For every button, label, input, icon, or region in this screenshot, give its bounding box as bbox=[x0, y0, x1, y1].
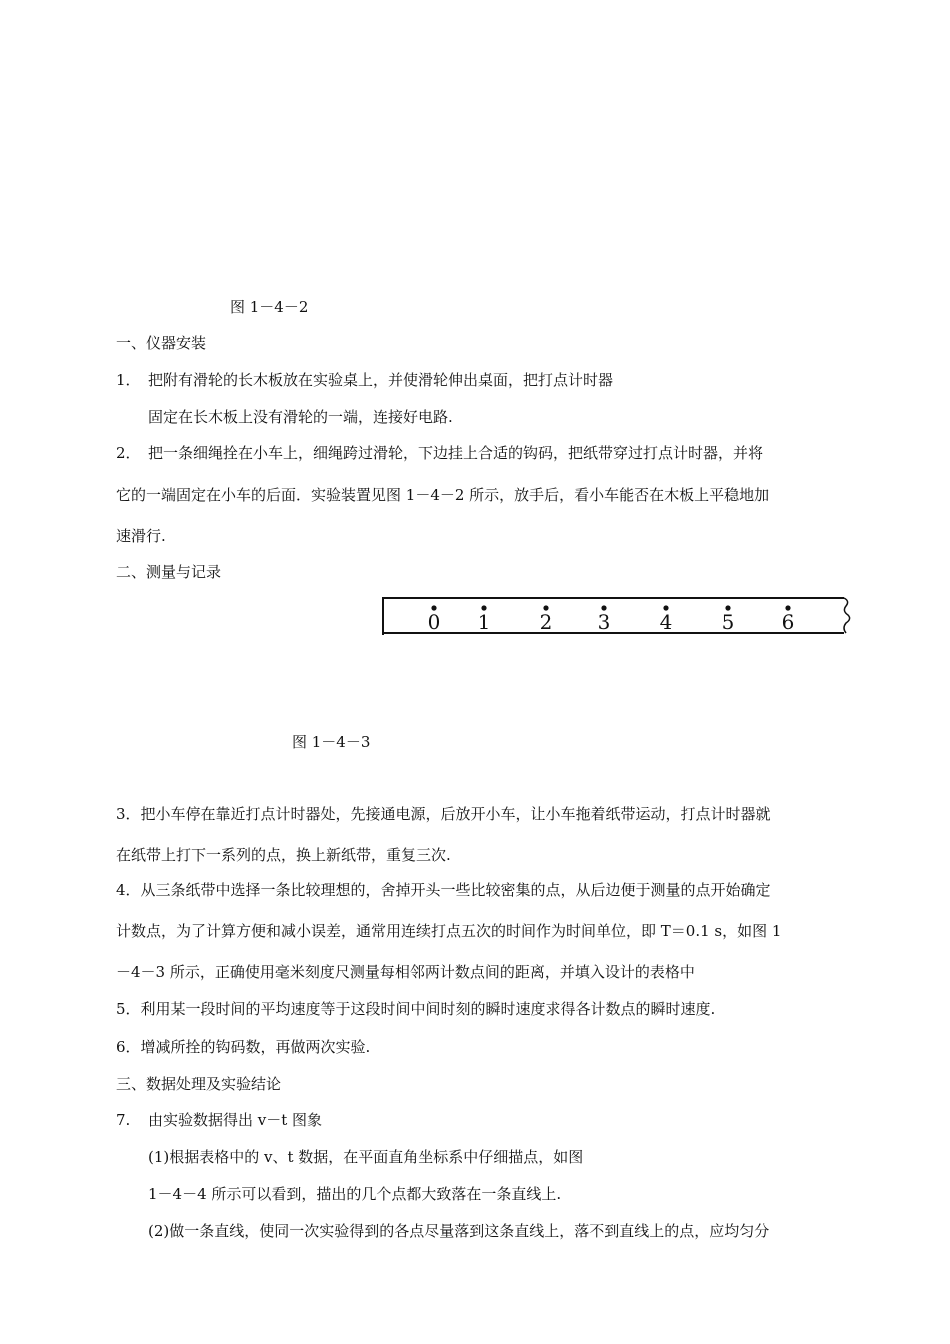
step-4-line-1: 4．从三条纸带中选择一条比较理想的，舍掉开头一些比较密集的点，从后边便于测量的点开始确定 bbox=[116, 881, 771, 899]
step-2-line-2: 它的一端固定在小车的后面．实验装置见图 1－4－2 所示，放手后，看小车能否在木板上平稳地加 bbox=[116, 486, 770, 504]
section-title-data-processing: 三、数据处理及实验结论 bbox=[116, 1075, 282, 1093]
tape-point-label-5: 5 bbox=[721, 610, 735, 634]
step-3-line-1: 3．把小车停在靠近打点计时器处，先接通电源，后放开小车，让小车拖着纸带运动，打点计时器就 bbox=[116, 805, 771, 823]
step-1-line-2: 固定在长木板上没有滑轮的一端，连接好电路. bbox=[148, 408, 453, 426]
tape-point-label-1: 1 bbox=[477, 610, 491, 634]
tape-torn-edge bbox=[844, 598, 850, 633]
section-title-installation: 一、仪器安装 bbox=[116, 334, 207, 352]
step-6: 6．增减所拴的钩码数，再做两次实验. bbox=[116, 1038, 371, 1056]
tape-point-label-3: 3 bbox=[597, 610, 611, 634]
step-1-line-1: 把附有滑轮的长木板放在实验桌上，并使滑轮伸出桌面，把打点计时器 bbox=[148, 371, 614, 389]
tape-point-label-4: 4 bbox=[659, 610, 673, 634]
step-4-line-2: 计数点，为了计算方便和减小误差，通常用连续打点五次的时间作为时间单位，即 T＝0.1 s，如图 1 bbox=[116, 922, 782, 940]
section-title-measurement: 二、测量与记录 bbox=[116, 563, 222, 581]
figure-caption-1-4-3: 图 1－4－3 bbox=[292, 733, 371, 751]
figure-caption-1-4-2: 图 1－4－2 bbox=[230, 298, 309, 316]
step-5: 5．利用某一段时间的平均速度等于这段时间中间时刻的瞬时速度求得各计数点的瞬时速度. bbox=[116, 1000, 716, 1018]
step-7-sub-1-line-2: 1－4－4 所示可以看到，描出的几个点都大致落在一条直线上. bbox=[148, 1185, 562, 1203]
step-7-sub-2-line-1: (2)做一条直线，使同一次实验得到的各点尽量落到这条直线上，落不到直线上的点，应均匀分 bbox=[148, 1222, 770, 1240]
step-7-sub-1-line-1: (1)根据表格中的 v、t 数据，在平面直角坐标系中仔细描点，如图 bbox=[148, 1148, 584, 1166]
step-1-number: 1． bbox=[116, 371, 141, 389]
paper-tape-figure bbox=[382, 595, 852, 637]
step-2-line-3: 速滑行. bbox=[116, 527, 166, 545]
tape-point-label-2: 2 bbox=[539, 610, 553, 634]
tape-point-label-6: 6 bbox=[781, 610, 795, 634]
tape-point-label-0: 0 bbox=[427, 610, 441, 634]
step-4-line-3: －4－3 所示，正确使用毫米刻度尺测量每相邻两计数点间的距离，并填入设计的表格中 bbox=[116, 963, 695, 981]
step-3-line-2: 在纸带上打下一系列的点，换上新纸带，重复三次. bbox=[116, 846, 451, 864]
step-7-text: 由实验数据得出 v－t 图象 bbox=[148, 1111, 323, 1129]
step-2-number: 2． bbox=[116, 444, 141, 462]
step-7-number: 7. bbox=[116, 1111, 131, 1129]
step-2-line-1: 把一条细绳拴在小车上，细绳跨过滑轮，下边挂上合适的钩码，把纸带穿过打点计时器，并将 bbox=[148, 444, 764, 462]
